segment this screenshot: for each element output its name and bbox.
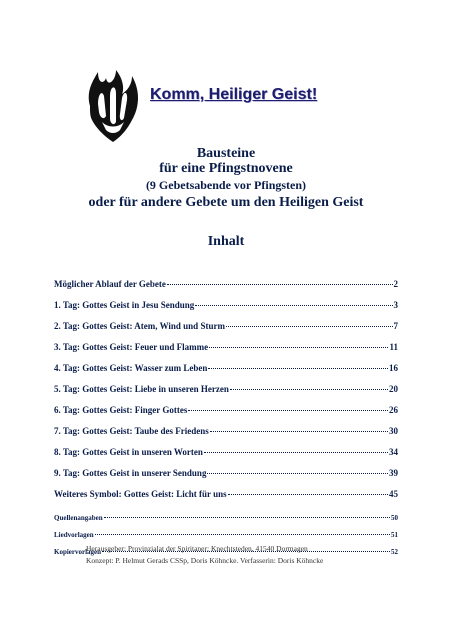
toc-entry[interactable]: [54, 277, 398, 298]
toc-leader: [195, 298, 392, 306]
toc-leader: [209, 340, 388, 348]
toc-entry-page: 7: [393, 321, 398, 331]
toc-entry-label: Kopiervorlagen: [54, 548, 102, 556]
toc-entry-label: 2. Tag: Gottes Geist: Atem, Wind und Sturm: [54, 321, 225, 331]
brand-title: Komm, Heiliger Geist!: [150, 86, 318, 103]
toc-entry-page: 50: [391, 514, 398, 522]
toc-entry-page: 3: [393, 300, 398, 310]
heading-line-3: (9 Gebetsabende vor Pfingsten): [145, 178, 307, 192]
footer: [86, 543, 323, 567]
toc-leader: [95, 529, 390, 535]
toc-appendix-entry[interactable]: [54, 512, 398, 529]
toc-entry-label: Liedvorlagen: [54, 531, 94, 539]
toc-entry-page: 39: [389, 468, 398, 478]
toc-entry-label: 6. Tag: Gottes Geist: Finger Gottes: [54, 405, 188, 415]
toc-entry[interactable]: [54, 361, 398, 382]
toc-title: Inhalt: [207, 234, 245, 249]
footer-concept: Konzept: P. Helmut Gerads CSSp, Doris Köhncke. Verfasserin: Doris Köhncke: [86, 556, 324, 565]
toc-entry-page: 2: [393, 279, 398, 289]
toc-leader: [228, 487, 388, 495]
toc-entry[interactable]: [54, 466, 398, 487]
toc-leader: [226, 319, 393, 327]
toc-entry-page: 34: [389, 447, 398, 457]
toc-leader: [188, 403, 388, 411]
toc-entry[interactable]: [54, 298, 398, 319]
toc-leader: [167, 277, 393, 285]
toc-entry[interactable]: [54, 319, 398, 340]
table-of-contents: [54, 277, 398, 563]
toc-entry-page: 20: [389, 384, 398, 394]
heading-line-2: für eine Pfingstnovene: [159, 161, 293, 176]
toc-leader: [230, 382, 388, 390]
toc-entry-page: 26: [389, 405, 398, 415]
toc-entry[interactable]: [54, 424, 398, 445]
toc-leader: [208, 361, 388, 369]
toc-entry[interactable]: [54, 403, 398, 424]
toc-entry-page: 30: [389, 426, 398, 436]
heading-line-1: Bausteine: [196, 146, 256, 161]
flame-hands-icon: [84, 66, 142, 144]
toc-entry-label: Weiteres Symbol: Gottes Geist: Licht für uns: [54, 489, 227, 499]
toc-entry-label: 8. Tag: Gottes Geist in unseren Worten: [54, 447, 203, 457]
toc-entry-label: 7. Tag: Gottes Geist: Taube des Friedens: [54, 426, 209, 436]
heading-line-4: oder für andere Gebete um den Heiligen Geist: [88, 195, 364, 210]
toc-leader: [207, 466, 388, 474]
toc-entry-page: 52: [391, 548, 398, 556]
footer-publisher: Herausgeber: Provinzialat der Spiritaner; Knechtsteden, 41540 Dormagen: [86, 544, 308, 553]
toc-entry-label: Quellenangaben: [54, 514, 103, 522]
toc-entry-label: 5. Tag: Gottes Geist: Liebe in unseren Herzen: [54, 384, 229, 394]
toc-entry-label: 3. Tag: Gottes Geist: Feuer und Flamme: [54, 342, 209, 352]
toc-leader: [210, 424, 388, 432]
toc-entry-page: 11: [389, 342, 398, 352]
toc-entry-page: 51: [391, 531, 398, 539]
toc-entry-label: 4. Tag: Gottes Geist: Wasser zum Leben: [54, 363, 208, 373]
toc-entry-page: 45: [389, 489, 398, 499]
toc-leader: [204, 445, 388, 453]
toc-entry-page: 16: [389, 363, 398, 373]
toc-entry[interactable]: [54, 445, 398, 466]
toc-entry-label: Möglicher Ablauf der Gebete: [54, 279, 166, 289]
toc-entry-label: 9. Tag: Gottes Geist in unserer Sendung: [54, 468, 207, 478]
toc-entry[interactable]: [54, 487, 398, 508]
toc-entry[interactable]: [54, 382, 398, 403]
toc-leader: [104, 512, 390, 518]
toc-entry[interactable]: [54, 340, 398, 361]
toc-entry-label: 1. Tag: Gottes Geist in Jesu Sendung: [54, 300, 195, 310]
